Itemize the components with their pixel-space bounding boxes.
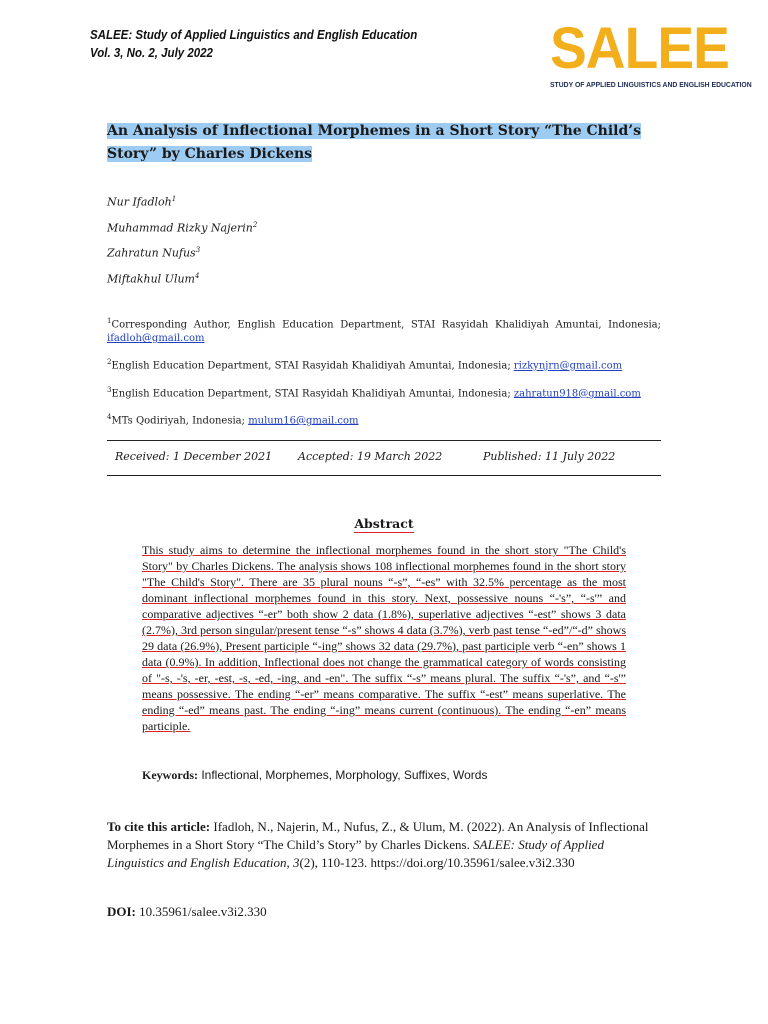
affiliation: $^1$Corresponding Author, English Education Department, STAI Rasyidah Khalidiyah Amuntai, Indonesia; ifadloh@gmail.com (107, 317, 661, 345)
abstract-text: This study aims to determine the inflectional morphemes found in the short story "The Child's Story" by Charles Dickens. The analysis shows 108 inflectional morphemes found in the short story "The Child's Story". There are 35 plural nouns “-s”, “-es” with 32.5% percentage as the most dominant inflectional morphemes found in this story. Next, possessive nouns “-'s”, “-s'” and comparative adjectives “-er” both show 2 data (1.8%), superlative adjectives “-est” shows 3 data (2.7%), 3rd person singular/present tense “-s” shows 4 data (3.7%), verb past tense “-ed”/“-d” shows 29 data (26.9%), Present participle “-ing” shows 32 data (29.7%), past participle verb “-en” shows 1 data (0.9%). In addition, Inflectional does not change the grammatical category of words consisting of "-s, -'s, -er, -est, -s, -ed, -ing, and -en". The suffix “-s” means plural. The suffix “-'s”, and “-s'” means possessive. The ending “-er” means comparative. The suffix “-est” means superlative. The ending “-ed” means past. The ending “-ing” means current (continuous). The ending “-en” means participle. (142, 543, 626, 733)
citation-label: To cite this article: (107, 819, 211, 834)
affiliation: $^2$English Education Department, STAI Rasyidah Khalidiyah Amuntai, Indonesia; rizkynjrn@gmail.com (107, 358, 623, 372)
abstract-heading: Abstract (354, 516, 414, 531)
doi-line (107, 904, 267, 920)
author-list (107, 188, 257, 291)
citation-volume: 3 (292, 855, 300, 870)
email-link[interactable]: rizkynjrn@gmail.com (513, 360, 623, 372)
citation: To cite this article: Ifadloh, N., Najerin, M., Nufus, Z., & Ulum, M. (2022). An Analysis of Inflectional Morphemes in a Short Story “The Child’s Story” by Charles Dickens. SALEE: Study of Applied Linguistics and English Education, 3(2), 110-123. https://doi.org/10.35961/salee.v3i2.330 (107, 819, 649, 870)
journal-volume: Vol. 3, No. 2, July 2022 (90, 46, 213, 60)
journal-name: SALEE: Study of Applied Linguistics and English Education (90, 28, 418, 42)
citation-doi-url[interactable]: (2), 110-123. https://doi.org/10.35961/salee.v3i2.330 (299, 855, 575, 870)
affiliation-list (107, 314, 661, 437)
email-link[interactable]: ifadloh@gmail.com (107, 333, 205, 345)
affiliation: $^3$English Education Department, STAI Rasyidah Khalidiyah Amuntai, Indonesia; zahratun918@gmail.com (107, 385, 641, 399)
keywords (142, 768, 487, 783)
published-date: Published: 11 July 2022 (483, 450, 616, 463)
accepted-date: Accepted: 19 March 2022 (298, 450, 443, 463)
author: Zahratun Nufus$^3$ (107, 246, 201, 260)
divider-top (107, 440, 661, 441)
email-link[interactable]: mulum16@gmail.com (248, 415, 359, 427)
logo-wordmark: SALEE (550, 16, 729, 81)
email-link[interactable]: zahratun918@gmail.com (513, 387, 641, 399)
author: Nur Ifadloh$^1$ (107, 195, 177, 209)
author: Miftakhul Ulum$^4$ (107, 271, 200, 286)
salee-logo (550, 16, 752, 89)
citation-journal: SALEE: Study of Applied Linguistics and English Education (107, 837, 604, 870)
journal-header (90, 26, 417, 62)
abstract-body (142, 542, 626, 734)
received-date: Received: 1 December 2021 (115, 450, 273, 463)
article-title-text: An Analysis of Inflectional Morphemes in a Short Story “The Child’s Story” by Charles Dickens (107, 123, 642, 162)
doi-label: DOI: (107, 904, 136, 919)
logo-subtitle: STUDY OF APPLIED LINGUISTICS AND ENGLISH EDUCATION (550, 80, 752, 89)
affiliation: $^4$MTs Qodiriyah, Indonesia; mulum16@gmail.com (107, 412, 359, 427)
keywords-label: Keywords: (142, 768, 198, 782)
doi-value[interactable]: 10.35961/salee.v3i2.330 (135, 904, 267, 919)
article-title (107, 120, 647, 166)
author: Muhammad Rizky Najerin$^2$ (107, 220, 258, 235)
divider-bottom (107, 475, 661, 476)
keywords-value: Inflectional, Morphemes, Morphology, Suffixes, Words (198, 768, 488, 782)
